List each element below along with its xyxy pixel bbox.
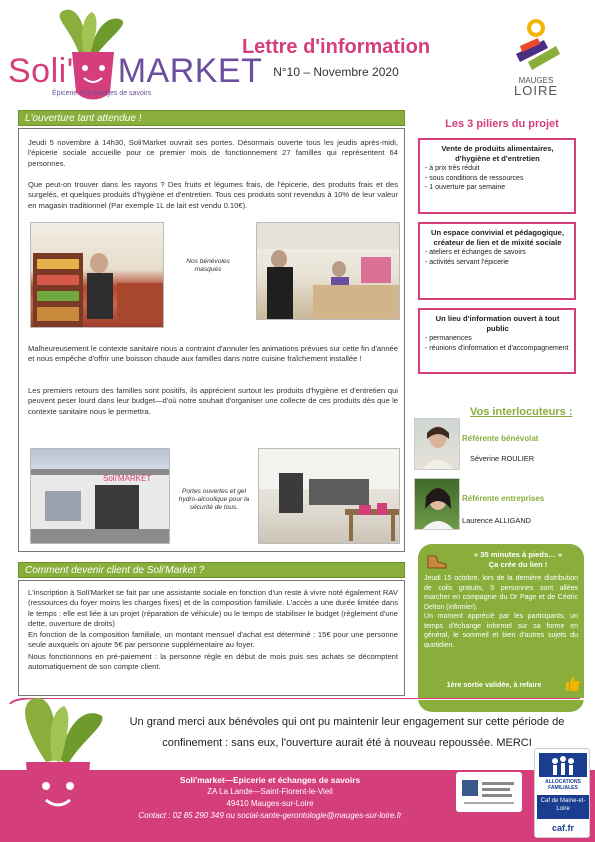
walk-heading-1: « 35 minutes à pieds… »	[473, 550, 563, 559]
walk-body-1: Jeudi 15 octobre, lors de la dernière distribution de colis gratuits, 5 personnes sont allées marcher en compagnie du Dr Page et de Cédric Delton (infirmier).	[424, 575, 578, 611]
caption-doors: Portes ouvertes et gel hydro-alcoolique pour la sécurité de tous.	[178, 488, 250, 511]
pilier-1-line-2: - sous conditions de ressources	[425, 174, 524, 182]
opening-paragraph-2: Que peut-on trouver dans les rayons ? Des fruits et légumes frais, de l'épicerie, des produits frais et des surgelés, et quelques produits d'hygiène et d'entretien. Tous ces produits sont revendus à 10% de leur valeur en magasin traditionnel (Par exemple 1L de lait est vendu 0.10€).	[28, 180, 398, 210]
network-logo-icon	[456, 772, 522, 812]
photo-building-entrance	[30, 448, 170, 544]
mauges-bottom: LOIRE	[513, 83, 558, 98]
pilier-box-3	[418, 308, 576, 374]
logo-wordmark	[8, 52, 262, 91]
section-opening-heading: L'ouverture tant attendue !	[18, 110, 405, 126]
counter-image	[257, 223, 400, 320]
caf-emblem	[539, 753, 587, 777]
logo-market-text: MARKET	[117, 52, 263, 90]
footer-contact	[110, 774, 430, 822]
family-icon	[539, 753, 587, 777]
caf-line-1: ALLOCATIONS FAMILIALES	[545, 779, 581, 791]
mauges-top: MAUGES	[518, 76, 554, 85]
client-paragraph-2: En fonction de la composition familiale, un montant mensuel d'achat est déterminé : 15€ pour une personne seule auxquels on ajoute 5€ par personne supplémentaire au foyer.	[28, 630, 398, 650]
kitchen-image	[259, 449, 400, 544]
pilier-1-line-3: - 1 ouverture par semaine	[425, 184, 506, 191]
referent-name-1: Séverine ROULIER	[470, 454, 535, 463]
pilier-2-line-1: - ateliers et échanges de savoirs	[425, 249, 526, 256]
pilier-1-head: Vente de produits alimentaires, d'hygiène et d'entretien	[441, 144, 554, 163]
caf-line-2: Caf de Maine-et-Loire	[537, 795, 589, 819]
beet-icon	[6, 692, 110, 842]
pilier-3-line-2: - réunions d'information et d'accompagnement	[425, 344, 569, 352]
interlocuteurs-title: Vos interlocuteurs :	[470, 406, 573, 418]
pilier-box-2	[418, 222, 576, 300]
svg-text:Soli'MARKET: Soli'MARKET	[103, 474, 152, 483]
avatar-severine	[414, 418, 460, 470]
logo-tagline: Épicerie et échanges de savoirs	[52, 90, 152, 97]
footer-address-1: ZA La Lande—Saint-Florent-le-Vieil	[207, 787, 333, 796]
building-image	[31, 449, 170, 544]
opening-paragraph-4: Les premiers retours des familles sont positifs, ils apprécient surtout les produits d'hygiène et d'entretien qui peuvent peser lourd dans leur budget—d'où notre souhait d'organiser une collecte de ces produits dès que le contexte sanitaire nous le permettra.	[28, 386, 398, 416]
page-title: Lettre d'information	[241, 36, 431, 58]
caf-short: caf.fr	[551, 823, 574, 833]
walk-footer: 1ère sortie validée, à refaire	[446, 680, 542, 689]
pilier-box-1	[418, 138, 576, 214]
thumbs-up-icon	[564, 674, 580, 692]
photo-volunteer-shelves	[30, 222, 164, 328]
person-icon	[415, 479, 460, 530]
walk-heading	[452, 550, 584, 570]
mauges-sur-loire-logo	[498, 16, 574, 106]
caption-volunteers: Nos bénévoles masqués	[186, 258, 230, 273]
walk-body	[424, 574, 578, 650]
footer-beet-mascot	[6, 692, 110, 842]
pilier-3-line-1: - permanences	[425, 335, 472, 342]
footer-org: Soli'market—Epicerie et échanges de savoirs	[179, 775, 361, 785]
caf-logo	[534, 748, 590, 838]
referent-role-1: Référente bénévolat	[462, 434, 539, 443]
health-network-logo	[456, 772, 522, 812]
pilier-2-line-2: - activités servant l'épicerie	[425, 258, 509, 266]
avatar-laurence	[414, 478, 460, 530]
footer-contact-line: Contact : 02 85 290 349 ou social-sante-gerontologie@mauges-sur-loire.fr	[138, 811, 402, 820]
walk-heading-2: Ça crée du lien !	[488, 560, 548, 569]
shelves-image	[31, 223, 164, 328]
referent-role-2: Référente entreprises	[462, 494, 545, 503]
client-paragraph-3: Nous fonctionnons en pré-paiement : la personne règle en début de mois puis ses achats se décomptent automatiquement de son compte client.	[28, 652, 398, 672]
photo-kitchen	[258, 448, 400, 544]
section-client-heading: Comment devenir client de Soli'Market ?	[18, 562, 405, 578]
pilier-1-line-1: - à prix très réduit	[425, 165, 480, 172]
referent-name-2: Laurence ALLIGAND	[462, 516, 532, 525]
photo-volunteers-counter	[256, 222, 400, 320]
mauges-label	[498, 76, 574, 98]
client-paragraph-1: L'inscription à Soli'Market se fait par une assistante sociale en fonction d'un reste à vivre noté également RAV (ressources du foyer moins les charges fixes) et de la composition familiale. L'accès a une durée limitée dans le temps : elle est liée à un projet (réparation de véhicule) ou le temps de stabiliser le budget (règlement d'une dette, ouverture de droits)	[28, 588, 398, 628]
opening-paragraph-1: Jeudi 5 novembre à 14h30, Soli'Market ouvrait ses portes. Désormais ouverte tous les jeudis après-midi, l'épicerie sociale accueille pour ce premier mois de fonctionnement 27 familles qui représentent 64 personnes.	[28, 138, 398, 168]
logo-soli-text: Soli'	[8, 52, 74, 90]
pilier-3-head: Un lieu d'information ouvert à tout public	[435, 314, 560, 333]
pilier-2-head: Un espace convivial et pédagogique, créateur de lien et de mixité sociale	[431, 228, 564, 247]
walk-body-2: Un moment apprécié par les participants, un temps d'échange informel sur sa forme en général, le sommeil et bien d'autres sujets du quotidien.	[424, 613, 578, 649]
mauges-loire-icon	[498, 16, 574, 76]
opening-paragraph-3: Malheureusement le contexte sanitaire nous a contraint d'annuler les animations prévues sur cette fin d'année et nous empêche d'offrir une boisson chaude aux familles dans notre cuisine fraîchement installée !	[28, 344, 398, 364]
footer-address-2: 49410 Mauges-sur-Loire	[226, 799, 314, 808]
newsletter-title-block	[236, 36, 436, 79]
issue-number: N°10 – Novembre 2020	[273, 65, 399, 79]
thanks-message: Un grand merci aux bénévoles qui ont pu maintenir leur engagement sur cette période de confinement : sans eux, l'ouverture aurait été à nouveau repoussée. MERCI	[129, 716, 565, 749]
shoe-icon	[426, 552, 448, 570]
piliers-title: Les 3 piliers du projet	[445, 118, 559, 130]
person-icon	[415, 419, 460, 470]
